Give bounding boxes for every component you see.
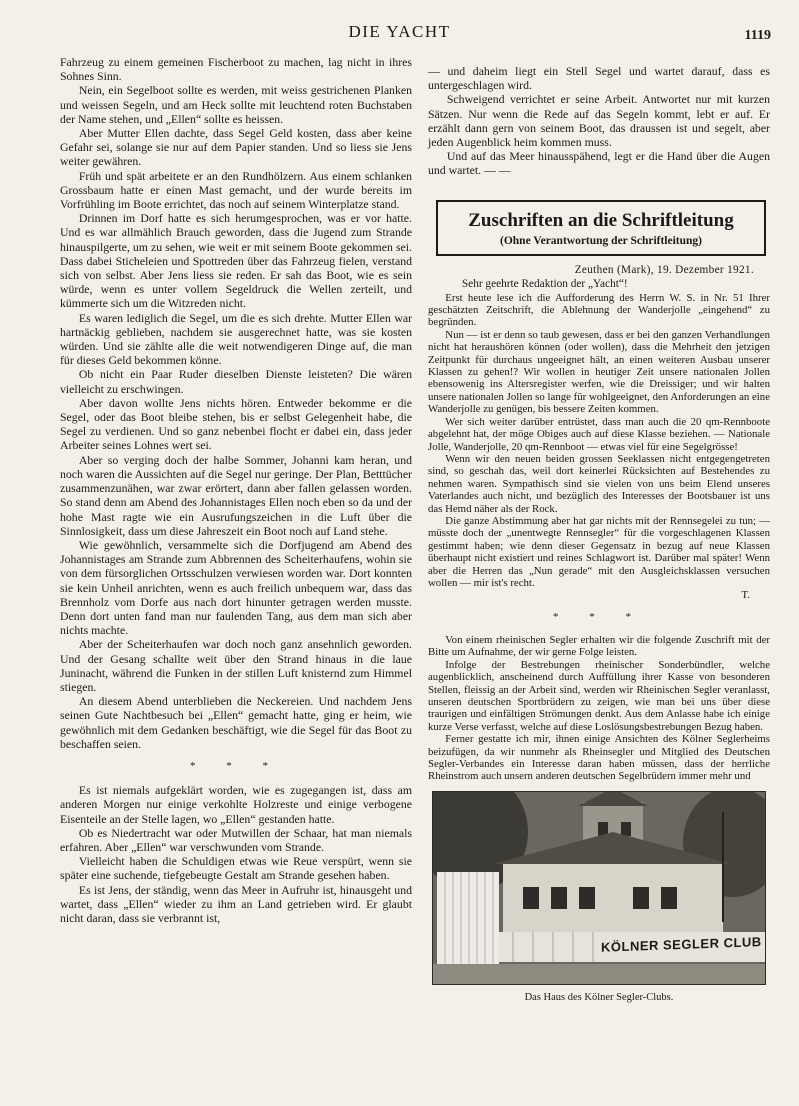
letter-paragraph: Wenn wir den neuen beiden grossen Seeklassen nicht entgegengetreten sind, so geschah das, weil dort keinerlei Rücksichten auf Bestehendes zu nehmen waren. Sympathisch sind sie vielen von uns beim Elend unseres Vaterlandes auch nicht, und bezüglich des Interesses der Bootsbauer ist uns das Hemd näher als der Rock. bbox=[428, 452, 770, 515]
letter-paragraph: Ferner gestatte ich mir, ihnen einige Ansichten des Kölner Seglerheims beizufügen, da wir nunmehr als Rheinsegler und Mitglied des Deutschen Segler-Verbandes ein Interesse daran haben müssen, dass der herrliche Rheinstrom auch unsern anderen deutschen Segelbrüdern immer mehr und bbox=[428, 733, 770, 783]
story-paragraph: Drinnen im Dorf hatte es sich herumgesprochen, was er vor hatte. Und es war allmählich Brauch geworden, dass die Jugend zum Strande hinauspilgerte, um zu sehen, wie weit er mit seinem Boote gekommen sei. Dass dabei Sticheleien und Spottreden über das Fahrzeug fielen, verstand sich von selbst. Aber Jens liess sie reden. Er sah das Boot, wie es sein würde, wenn es unter vollem Segeldruck die Wellen zerteilt, und kümmerte sich um die Witzreden nicht. bbox=[60, 211, 412, 311]
letter-paragraph: Die ganze Abstimmung aber hat gar nichts mit der Rennsegelei zu tun; — müsste doch der „unentwegte Rennsegler“ für die vorgeschlagenen Klassen gestimmt haben; wie denn dieser Gegensatz in bezug auf neue Klassen überhaupt nicht existiert und reines Schlagwort ist. Darüber mal später! Wenn aber die Herren das „Nun gerade“ mit den Ausgleichsklassen versuchen wollen — mir ist's recht. bbox=[428, 514, 770, 589]
letter-zeuthen bbox=[428, 264, 770, 602]
left-column bbox=[60, 55, 412, 925]
story-paragraph: Aber davon wollte Jens nichts hören. Entweder bekomme er die Segel, oder das Boot bleibe stehen, bis er selbst Gelegenheit habe, die Segel zu verdienen. Und so ganz nebenbei flocht er dabei ein, dass jeder Arbeiter seines Lohnes wert sei. bbox=[60, 395, 412, 453]
right-column bbox=[428, 64, 770, 1005]
clubhouse-illustration bbox=[433, 792, 765, 985]
story-paragraph: Aber der Scheiterhaufen war doch noch ganz ansehnlich geworden. Und der Gesang schallte weit über den Strand hinaus in die laue Juninacht, während die Funken in der stillen Luft knisternd zum Himmel stiegen. bbox=[60, 637, 412, 694]
story-paragraph: Ob es Niedertracht war oder Mutwillen der Schaar, hat man niemals erfahren. Aber „Ellen“ war verschwunden vom Strande. bbox=[60, 825, 412, 854]
running-title: DIE YACHT bbox=[348, 22, 451, 41]
section-separator: * * * bbox=[553, 610, 645, 623]
clubhouse-sign: KÖLNER SEGLER CLUB bbox=[601, 933, 762, 955]
story-paragraph: Schweigend verrichtet er seine Arbeit. Antwortet nur mit kurzen Sätzen. Nur wenn die Rede auf das Segeln kommt, lebt er auf. Er erzählt dann gern von seinem Boot, das draussen ist und segelt, aber jeden Augenblick heim kommen muss. bbox=[428, 92, 770, 150]
story-paragraph: Aber Mutter Ellen dachte, dass Segel Geld kosten, dass aber keine Gefahr sei, solange sie nur auf dem Papier standen. Und so liess sie Jens weiter gewähren. bbox=[60, 126, 412, 169]
section-title: Zuschriften an die Schriftleitung bbox=[468, 209, 734, 231]
story-paragraph: — und daheim liegt ein Stell Segel und wartet darauf, dass es untergeschlagen wird. bbox=[428, 64, 770, 93]
clubhouse-photo bbox=[432, 791, 766, 985]
letter-rheinischer-segler bbox=[428, 634, 770, 783]
letter-signature: T. bbox=[741, 589, 750, 602]
letter-paragraph: Infolge der Bestrebungen rheinischer Sonderbündler, welche augenblicklich, anscheinend durch Auffüllung ihrer Kasse von besonderen Stellen, fleissig an der Arbeit sind, werden wir Rheinischen Segler veranlasst, unseren deutschen Sportbrüdern zu zeigen, wie man bei uns über diese traurigen und einfältigen Strömungen denkt. Aus dem Anlasse habe ich einige kurze Verse verfasst, welche auf diese Loslösungsbestrebungen Bezug haben. bbox=[428, 658, 770, 733]
letter-salutation: Sehr geehrte Redaktion der „Yacht“! bbox=[461, 278, 628, 291]
story-paragraph: Es ist Jens, der ständig, wenn das Meer in Aufruhr ist, hinausgeht und wartet, dass „Ellen“ wieder zu ihm an Land getrieben wird. Er glaubt nicht daran, dass sie verbrannt ist, bbox=[60, 882, 412, 925]
story-paragraph: Nein, ein Segelboot sollte es werden, mit weiss gestrichenen Planken und weissen Segeln, und am Heck sollte mit leuchtend roten Buchstaben der Name stehen, und „Ellen“ sollte es heissen. bbox=[60, 83, 412, 126]
page-number: 1119 bbox=[744, 28, 771, 43]
section-subtitle: (Ohne Verantwortung der Schriftleitung) bbox=[500, 234, 702, 247]
photo-caption: Das Haus des Kölner Segler-Clubs. bbox=[524, 991, 674, 1003]
letter-paragraph: Erst heute lese ich die Aufforderung des Herrn W. S. in Nr. 51 Ihrer geschätzten Zeitschrift, die Ablehnung der Wanderjolle „eingehend“ zu begründen. bbox=[428, 291, 770, 329]
letter-dateline: Zeuthen (Mark), 19. Dezember 1921. bbox=[574, 263, 754, 276]
letter-paragraph: Von einem rheinischen Segler erhalten wir die folgende Zuschrift mit der Bitte um Aufnahme, der wir gerne Folge leisten. bbox=[428, 634, 770, 659]
story-paragraph: Fahrzeug zu einem gemeinen Fischerboot zu machen, lag nicht in ihres Sohnes Sinn. bbox=[60, 55, 412, 84]
letter-paragraph: Nun — ist er denn so taub gewesen, dass er bei den ganzen Verhandlungen nicht hat heraushören können (oder wollen), dass die Mehrheit den jetzigen Zeitpunkt für durchaus ungeeignet hält, an einen weiteren Ausbau unserer Klassen zu gehen!? Wir wollen in heutiger Zeit unsere nationalen Jollen ebensowenig ins Altersregister werfen, wie die Dreissiger; und wir halten unsere nationalen Jollen so lange für wohlgeeignet, den Anforderungen an eine Wanderjolle zu genügen, bis bessere Zeiten kommen. bbox=[428, 328, 770, 416]
letter-paragraph: Wer sich weiter darüber entrüstet, dass man auch die 20 qm-Rennboote abgelehnt hat, der möge Obiges auch auf diese Klasse beziehen. — Nationale Jolle, Wanderjolle, 20 qm-Rennboot — etwas viel für eine Segelgrösse! bbox=[428, 415, 770, 453]
story-paragraph: Wie gewöhnlich, versammelte sich die Dorfjugend am Abend des Johannistages am Strande zum Abbrennen des Scheiterhaufens, wohin sie von dem fürsorglichen Ortsschulzen verwiesen worden war. Dort konnten sie kein Unheil anrichten, wenn es auch freilich unbequem war, dass das Brennholz vom Dorfe aus nach dort hinunter getragen werden musste. Denn dort unten fand man nur faulenden Tang, aus dem man sich aber nichts machte. bbox=[60, 537, 412, 638]
story-paragraph: Aber so verging doch der halbe Sommer, Johanni kam heran, und noch waren die Aussichten auf die Segel nur geringe. Der Plan, Betttücher zusammenzunähen, war zwar erörtert, dann aber fallen gelassen worden. So stand denn am Abend des Johannistages Ellen noch eben so da und der hohe Mast ragte wie ein Ausrufungszeichen in die Luft über die Sinnlosigkeit, dass um diese Jahreszeit ein Boot noch auf Land stehe. bbox=[60, 452, 412, 538]
section-separator: * * * bbox=[190, 759, 282, 772]
story-paragraph: Es waren lediglich die Segel, um die es sich drehte. Mutter Ellen war hartnäckig geblieben, nachdem sie ausgerechnet hatte, was sie kosten würden. Und sie zählte alle die weit notwendigeren Dinge auf, die man für dieses Geld bekommen könne. bbox=[60, 310, 412, 368]
story-paragraph: Früh und spät arbeitete er an den Rundhölzern. Aus einem schlanken Grossbaum hatte er einen Mast gemacht, und der wurde bereits im Vorfrühling im Boote errichtet, das noch auf seinem Winterplatze stand. bbox=[60, 168, 412, 212]
story-paragraph: Es ist niemals aufgeklärt worden, wie es zugegangen ist, dass am anderen Morgen nur einige verkohlte Holzreste und einige verbogene Eisenteile an der Stelle lagen, wo „Ellen“ gestanden hatte. bbox=[60, 783, 412, 826]
story-paragraph: Vielleicht haben die Schuldigen etwas wie Reue verspürt, wenn sie später eine suchende, tiefgebeugte Gestalt am Strande gesehen haben. bbox=[60, 854, 412, 883]
section-header-box bbox=[436, 200, 766, 256]
story-paragraph: Und auf das Meer hinausspähend, legt er die Hand über die Augen und wartet. — — bbox=[428, 149, 770, 178]
story-paragraph: An diesem Abend unterblieben die Neckereien. Und nachdem Jens seinen Gute Nachtbesuch bei „Ellen“ gemacht hatte, ging er heim, wie gewöhnlich mit dem Gedanken beschäftigt, wie die Segel für das Boot zu beschaffen seien. bbox=[60, 694, 412, 751]
story-paragraph: Ob nicht ein Paar Ruder dieselben Dienste leisteten? Die wären vielleicht zu erschwingen. bbox=[60, 367, 412, 396]
